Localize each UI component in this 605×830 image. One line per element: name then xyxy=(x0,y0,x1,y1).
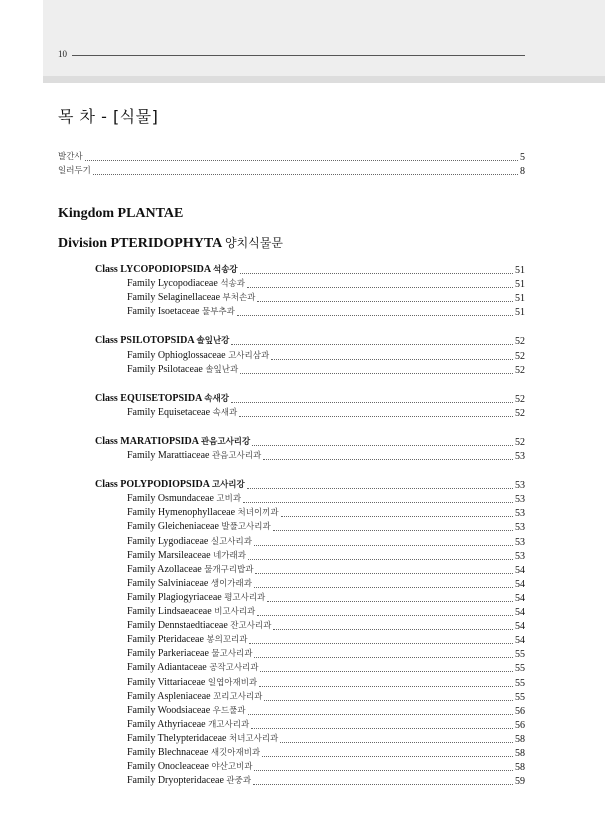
toc-entry-page: 55 xyxy=(515,649,525,661)
toc-entry-label xyxy=(95,335,229,347)
family-name: Family Athyriaceae xyxy=(127,718,206,730)
toc-entry-family[interactable] xyxy=(127,520,525,533)
class-korean-name: 솔잎난강 xyxy=(196,336,230,347)
family-korean-name: 잔고사리과 xyxy=(230,621,272,632)
family-korean-name: 발풀고사리과 xyxy=(221,522,271,533)
toc-entry-label xyxy=(127,747,260,759)
toc-entry-label xyxy=(127,775,251,787)
toc-entry-label xyxy=(127,306,235,318)
toc-entry-label xyxy=(127,606,255,618)
dot-leader xyxy=(248,559,513,560)
family-korean-name: 물고사리과 xyxy=(211,649,253,660)
toc-entry-page: 5 xyxy=(520,152,525,163)
class-name: Class EQUISETOPSIDA xyxy=(95,392,202,404)
toc-entry-page: 51 xyxy=(515,307,525,319)
family-name: Family Vittariaceae xyxy=(127,676,206,688)
toc-entry-family[interactable] xyxy=(127,690,525,703)
dot-leader xyxy=(281,516,513,517)
toc-entry-page: 51 xyxy=(515,293,525,305)
toc-entry-page: 51 xyxy=(515,279,525,291)
page-header-strip xyxy=(43,76,605,83)
family-name: Family Parkeriaceae xyxy=(127,648,209,660)
toc-entry-family[interactable] xyxy=(127,305,525,318)
dot-leader xyxy=(240,373,513,374)
toc-entry-label xyxy=(127,450,261,462)
toc-entry-page: 54 xyxy=(515,592,525,604)
page-header-band xyxy=(43,0,605,76)
family-korean-name: 속새과 xyxy=(212,407,238,418)
toc-entry-label xyxy=(127,719,249,731)
toc-entry-page: 54 xyxy=(515,607,525,618)
toc-entry-family[interactable] xyxy=(127,619,525,632)
family-name: Family Azollaceae xyxy=(127,563,202,575)
family-name: Family Adiantaceae xyxy=(127,662,207,674)
family-name: Family Equisetaceae xyxy=(127,406,211,418)
dot-leader xyxy=(231,402,513,403)
toc-entry-page: 54 xyxy=(515,578,525,590)
toc-entry-page: 54 xyxy=(515,635,525,647)
family-korean-name: 개고사리과 xyxy=(208,719,250,730)
family-name: Family Lindsaeaceae xyxy=(127,606,212,617)
toc-entry-page: 58 xyxy=(515,748,525,759)
dot-leader xyxy=(254,657,513,658)
toc-entry-page: 54 xyxy=(515,564,525,576)
dot-leader xyxy=(262,756,513,757)
family-korean-name: 공작고사리과 xyxy=(209,663,259,674)
toc-entry-page: 52 xyxy=(515,350,525,362)
toc-entry-page: 58 xyxy=(515,762,525,774)
dot-leader xyxy=(93,174,518,175)
dot-leader xyxy=(255,573,513,574)
dot-leader xyxy=(249,643,513,644)
toc-entry-label xyxy=(127,592,265,604)
family-name: Family Marsileaceae xyxy=(127,549,211,561)
page-number: 10 xyxy=(58,49,67,59)
family-name: Family Thelypteridaceae xyxy=(127,732,227,744)
toc-entry-label xyxy=(127,292,255,304)
family-name: Family Onocleaceae xyxy=(127,761,209,773)
toc-entry-family[interactable] xyxy=(127,591,525,604)
toc-entry-family[interactable] xyxy=(127,647,525,660)
family-korean-name: 고사리삼과 xyxy=(228,350,270,361)
kingdom-heading: Kingdom PLANTAE xyxy=(58,206,184,221)
dot-leader xyxy=(254,770,513,771)
dot-leader xyxy=(257,615,513,616)
dot-leader xyxy=(260,671,513,672)
family-korean-name: 야산고비과 xyxy=(211,762,253,773)
family-name: Family Ophioglossaceae xyxy=(127,349,226,361)
toc-entry-page: 55 xyxy=(515,663,525,675)
dot-leader xyxy=(237,315,513,316)
class-name: Class POLYPODIOPSIDA xyxy=(95,479,210,491)
toc-entry-family[interactable] xyxy=(127,605,525,618)
division-heading xyxy=(58,234,283,252)
toc-entry-page: 53 xyxy=(515,480,525,492)
toc-entry-page: 53 xyxy=(515,550,525,562)
toc-entry-front-matter[interactable] xyxy=(58,150,525,163)
toc-entry-family[interactable] xyxy=(127,406,525,419)
toc-entry-page: 52 xyxy=(515,407,525,419)
family-korean-name: 석송과 xyxy=(220,279,245,290)
toc-entry-family[interactable] xyxy=(127,633,525,646)
dot-leader xyxy=(273,629,513,630)
toc-entry-label xyxy=(127,507,279,519)
family-korean-name: 물개구리밥과 xyxy=(204,564,254,575)
family-name: Family Pteridaceae xyxy=(127,634,204,646)
dot-leader xyxy=(247,287,513,288)
class-korean-name: 고사리강 xyxy=(211,480,245,491)
toc-entry-label xyxy=(127,648,252,660)
family-name: Family Marattiaceae xyxy=(127,450,210,461)
toc-entry-label xyxy=(127,564,253,576)
family-name: Family Gleicheniaceae xyxy=(127,521,219,533)
toc-entry-page: 56 xyxy=(515,705,525,717)
division-korean-name: 양치식물문 xyxy=(225,236,283,250)
toc-entry-label xyxy=(127,364,238,376)
toc-entry-family[interactable] xyxy=(127,746,525,759)
toc-entry-family[interactable] xyxy=(127,718,525,731)
toc-entry-family[interactable] xyxy=(127,363,525,376)
toc-entry-family[interactable] xyxy=(127,291,525,304)
toc-entry-label xyxy=(95,393,229,405)
toc-entry-family[interactable] xyxy=(127,676,525,689)
family-name: Family Blechnaceae xyxy=(127,747,209,758)
toc-entry-page: 51 xyxy=(515,265,525,276)
family-korean-name: 새깃아재비과 xyxy=(210,748,261,758)
dot-leader xyxy=(231,344,513,345)
toc-entry-label: 발간사 xyxy=(58,152,83,162)
class-korean-name: 속새강 xyxy=(204,393,229,404)
toc-entry-page: 53 xyxy=(515,451,525,462)
family-name: Family Salviniaceae xyxy=(127,577,209,589)
family-korean-name: 꼬리고사리과 xyxy=(213,691,263,702)
family-korean-name: 실고사리과 xyxy=(210,536,252,547)
dot-leader xyxy=(254,587,513,588)
family-name: Family Psilotaceae xyxy=(127,363,203,375)
dot-leader xyxy=(251,728,513,729)
dot-leader xyxy=(267,601,513,602)
toc-entry-family[interactable] xyxy=(127,506,525,519)
family-name: Family Aspleniaceae xyxy=(127,690,211,702)
toc-entry-family[interactable] xyxy=(127,774,525,787)
class-korean-name: 관음고사리강 xyxy=(200,436,251,447)
toc-entry-page: 53 xyxy=(515,494,525,506)
toc-entry-label xyxy=(95,436,250,448)
toc-entry-label xyxy=(127,733,278,745)
toc-entry-family[interactable] xyxy=(127,704,525,717)
dot-leader xyxy=(280,742,513,743)
toc-entry-label xyxy=(127,634,247,646)
toc-entry-label xyxy=(95,479,245,491)
toc-entry-page: 58 xyxy=(515,733,525,745)
toc-entry-family[interactable] xyxy=(127,349,525,362)
division-name: Division PTERIDOPHYTA xyxy=(58,236,222,251)
toc-entry-page: 59 xyxy=(515,776,525,788)
dot-leader xyxy=(247,488,513,489)
toc-entry-page: 8 xyxy=(520,166,525,177)
toc-entry-class[interactable] xyxy=(95,334,525,347)
family-name: Family Isoetaceae xyxy=(127,306,200,318)
toc-entry-class[interactable] xyxy=(95,435,525,448)
toc-entry-page: 53 xyxy=(515,536,525,548)
toc-entry-class[interactable] xyxy=(95,263,525,276)
dot-leader xyxy=(85,160,518,161)
toc-entry-family[interactable] xyxy=(127,732,525,745)
toc-entry-page: 55 xyxy=(515,677,525,689)
family-name: Family Selaginellaceae xyxy=(127,292,221,304)
class-name: Class PSILOTOPSIDA xyxy=(95,335,195,347)
toc-entry-label xyxy=(127,521,271,533)
toc-entry-label xyxy=(127,620,271,632)
toc-entry-label xyxy=(127,493,241,505)
toc-entry-class[interactable] xyxy=(95,392,525,405)
family-korean-name: 고비과 xyxy=(216,494,242,505)
toc-entry-page: 53 xyxy=(515,508,525,520)
toc-entry-label xyxy=(127,677,257,689)
toc-entry-page: 52 xyxy=(515,393,525,405)
family-korean-name: 부처손과 xyxy=(222,293,256,304)
toc-entry-page: 55 xyxy=(515,691,525,703)
family-korean-name: 처녀고사리과 xyxy=(229,733,279,744)
family-korean-name: 물부추과 xyxy=(201,307,235,318)
family-korean-name: 처녀이끼과 xyxy=(237,508,279,519)
toc-entry-front-matter[interactable] xyxy=(58,164,525,177)
family-name: Family Plagiogyriaceae xyxy=(127,591,222,603)
dot-leader xyxy=(271,359,513,360)
family-name: Family Woodsiaceae xyxy=(127,704,211,716)
toc-entry-family[interactable] xyxy=(127,449,525,462)
family-name: Family Osmundaceae xyxy=(127,493,214,505)
family-korean-name: 관음고사리과 xyxy=(211,451,262,461)
family-korean-name: 봉의꼬리과 xyxy=(206,635,248,646)
toc-entry-label xyxy=(127,705,246,717)
class-name: Class MARATIOPSIDA xyxy=(95,435,199,447)
class-korean-name: 석송강 xyxy=(213,265,238,275)
toc-entry-class[interactable] xyxy=(95,478,525,491)
toc-title: 목 차 - [식물] xyxy=(58,107,159,126)
dot-leader xyxy=(259,686,513,687)
family-name: Family Hymenophyllaceae xyxy=(127,507,236,519)
dot-leader xyxy=(239,416,513,417)
toc-entry-family[interactable] xyxy=(127,549,525,562)
dot-leader xyxy=(252,445,513,446)
toc-entry-label xyxy=(127,350,269,362)
dot-leader xyxy=(273,530,513,531)
toc-entry-family[interactable] xyxy=(127,661,525,674)
toc-entry-label xyxy=(127,578,252,590)
class-name: Class LYCOPODIOPSIDA xyxy=(95,264,211,275)
toc-entry-label xyxy=(127,691,262,703)
toc-entry-family[interactable] xyxy=(127,563,525,576)
dot-leader xyxy=(243,502,513,503)
dot-leader xyxy=(263,459,513,460)
toc-entry-label xyxy=(95,264,238,276)
toc-entry-page: 54 xyxy=(515,621,525,633)
family-name: Family Lygodiaceae xyxy=(127,535,209,547)
toc-entry-page: 56 xyxy=(515,719,525,731)
toc-entry-label xyxy=(127,278,245,290)
family-korean-name: 생이가래과 xyxy=(210,578,252,589)
family-korean-name: 솔잎난과 xyxy=(205,364,239,375)
toc-entry-label xyxy=(127,536,252,548)
dot-leader xyxy=(257,301,513,302)
toc-entry-family[interactable] xyxy=(127,492,525,505)
family-name: Family Lycopodiaceae xyxy=(127,278,218,290)
family-korean-name: 일엽아재비과 xyxy=(207,677,258,688)
dot-leader xyxy=(264,700,513,701)
toc-entry-page: 52 xyxy=(515,364,525,376)
toc-entry-family[interactable] xyxy=(127,760,525,773)
family-korean-name: 비고사리과 xyxy=(214,607,256,617)
dot-leader xyxy=(254,545,513,546)
toc-entry-family[interactable] xyxy=(127,577,525,590)
family-name: Family Dennstaedtiaceae xyxy=(127,620,228,632)
toc-entry-family[interactable] xyxy=(127,277,525,290)
toc-entry-label xyxy=(127,761,252,773)
toc-entry-label xyxy=(127,407,237,419)
toc-entry-page: 52 xyxy=(515,436,525,448)
dot-leader xyxy=(253,784,513,785)
toc-entry-page: 53 xyxy=(515,522,525,534)
header-rule xyxy=(72,55,525,56)
toc-entry-label xyxy=(127,550,246,562)
family-korean-name: 우드풀과 xyxy=(212,705,246,716)
family-korean-name: 평고사리과 xyxy=(224,592,266,603)
toc-entry-family[interactable] xyxy=(127,535,525,548)
toc-entry-label xyxy=(127,662,258,674)
dot-leader xyxy=(240,273,513,274)
family-korean-name: 네가래과 xyxy=(213,550,246,561)
toc-entry-label: 일러두기 xyxy=(58,166,91,176)
family-korean-name: 관중과 xyxy=(226,776,252,787)
dot-leader xyxy=(248,714,513,715)
family-name: Family Dryopteridaceae xyxy=(127,775,224,787)
toc-entry-page: 52 xyxy=(515,336,525,348)
